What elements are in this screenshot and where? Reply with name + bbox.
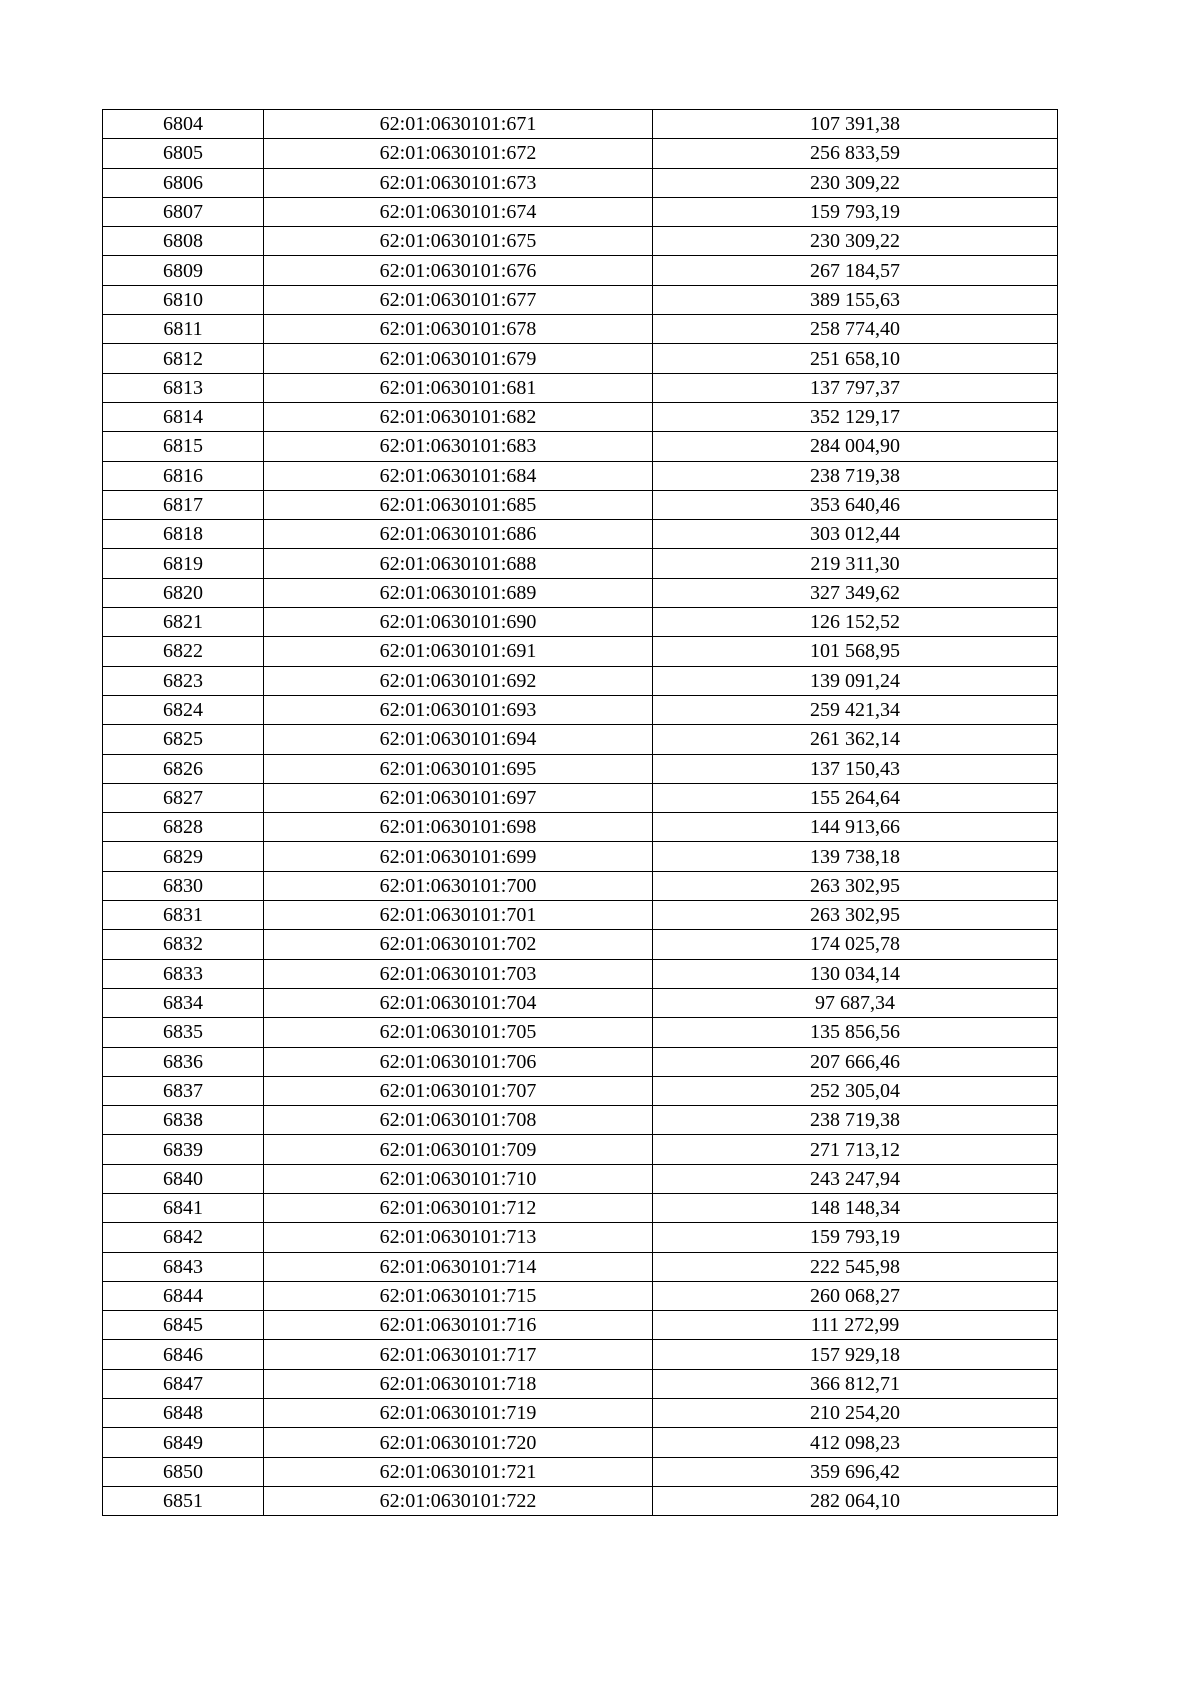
- cadastral-number-cell: 62:01:0630101:694: [264, 725, 653, 754]
- cadastral-number-cell: 62:01:0630101:704: [264, 988, 653, 1017]
- row-number-cell: 6827: [103, 783, 264, 812]
- row-number-cell: 6809: [103, 256, 264, 285]
- row-number-cell: 6834: [103, 988, 264, 1017]
- table-row: [103, 1486, 1058, 1515]
- table-row: [103, 1369, 1058, 1398]
- table-row: [103, 608, 1058, 637]
- table-row: [103, 344, 1058, 373]
- table-row: [103, 520, 1058, 549]
- value-cell: 271 713,12: [653, 1135, 1058, 1164]
- row-number-cell: 6850: [103, 1457, 264, 1486]
- row-number-cell: 6839: [103, 1135, 264, 1164]
- table-row: [103, 725, 1058, 754]
- value-cell: 207 666,46: [653, 1047, 1058, 1076]
- table-row: [103, 139, 1058, 168]
- cadastral-number-cell: 62:01:0630101:714: [264, 1252, 653, 1281]
- value-cell: 174 025,78: [653, 930, 1058, 959]
- table-row: [103, 373, 1058, 402]
- row-number-cell: 6819: [103, 549, 264, 578]
- table-row: [103, 110, 1058, 139]
- row-number-cell: 6846: [103, 1340, 264, 1369]
- row-number-cell: 6807: [103, 197, 264, 226]
- cadastral-number-cell: 62:01:0630101:684: [264, 461, 653, 490]
- table-row: [103, 930, 1058, 959]
- value-cell: 101 568,95: [653, 637, 1058, 666]
- table-row: [103, 988, 1058, 1017]
- value-cell: 282 064,10: [653, 1486, 1058, 1515]
- value-cell: 107 391,38: [653, 110, 1058, 139]
- cadastral-number-cell: 62:01:0630101:721: [264, 1457, 653, 1486]
- value-cell: 251 658,10: [653, 344, 1058, 373]
- cadastral-number-cell: 62:01:0630101:700: [264, 871, 653, 900]
- cadastral-number-cell: 62:01:0630101:689: [264, 578, 653, 607]
- row-number-cell: 6830: [103, 871, 264, 900]
- row-number-cell: 6832: [103, 930, 264, 959]
- row-number-cell: 6826: [103, 754, 264, 783]
- value-cell: 230 309,22: [653, 227, 1058, 256]
- table-row: [103, 490, 1058, 519]
- table-row: [103, 1281, 1058, 1310]
- table-row: [103, 1135, 1058, 1164]
- row-number-cell: 6824: [103, 695, 264, 724]
- value-cell: 97 687,34: [653, 988, 1058, 1017]
- row-number-cell: 6820: [103, 578, 264, 607]
- cadastral-number-cell: 62:01:0630101:719: [264, 1399, 653, 1428]
- value-cell: 126 152,52: [653, 608, 1058, 637]
- table-row: [103, 168, 1058, 197]
- row-number-cell: 6814: [103, 402, 264, 431]
- table-body: [103, 110, 1058, 1516]
- cadastral-number-cell: 62:01:0630101:705: [264, 1018, 653, 1047]
- value-cell: 243 247,94: [653, 1164, 1058, 1193]
- cadastral-number-cell: 62:01:0630101:716: [264, 1311, 653, 1340]
- cadastral-number-cell: 62:01:0630101:677: [264, 285, 653, 314]
- cadastral-number-cell: 62:01:0630101:722: [264, 1486, 653, 1515]
- value-cell: 252 305,04: [653, 1076, 1058, 1105]
- table-row: [103, 402, 1058, 431]
- table-row: [103, 1223, 1058, 1252]
- table-row: [103, 1252, 1058, 1281]
- value-cell: 159 793,19: [653, 197, 1058, 226]
- table-row: [103, 1106, 1058, 1135]
- row-number-cell: 6810: [103, 285, 264, 314]
- table-row: [103, 901, 1058, 930]
- cadastral-number-cell: 62:01:0630101:697: [264, 783, 653, 812]
- row-number-cell: 6825: [103, 725, 264, 754]
- value-cell: 111 272,99: [653, 1311, 1058, 1340]
- cadastral-number-cell: 62:01:0630101:698: [264, 813, 653, 842]
- value-cell: 267 184,57: [653, 256, 1058, 285]
- cadastral-number-cell: 62:01:0630101:695: [264, 754, 653, 783]
- cadastral-number-cell: 62:01:0630101:675: [264, 227, 653, 256]
- cadastral-number-cell: 62:01:0630101:713: [264, 1223, 653, 1252]
- row-number-cell: 6844: [103, 1281, 264, 1310]
- cadastral-number-cell: 62:01:0630101:717: [264, 1340, 653, 1369]
- value-cell: 137 150,43: [653, 754, 1058, 783]
- table-row: [103, 227, 1058, 256]
- cadastral-number-cell: 62:01:0630101:682: [264, 402, 653, 431]
- value-cell: 303 012,44: [653, 520, 1058, 549]
- value-cell: 258 774,40: [653, 315, 1058, 344]
- row-number-cell: 6843: [103, 1252, 264, 1281]
- cadastral-number-cell: 62:01:0630101:701: [264, 901, 653, 930]
- value-cell: 219 311,30: [653, 549, 1058, 578]
- value-cell: 155 264,64: [653, 783, 1058, 812]
- row-number-cell: 6833: [103, 959, 264, 988]
- cadastral-number-cell: 62:01:0630101:688: [264, 549, 653, 578]
- row-number-cell: 6812: [103, 344, 264, 373]
- cadastral-number-cell: 62:01:0630101:690: [264, 608, 653, 637]
- row-number-cell: 6805: [103, 139, 264, 168]
- value-cell: 157 929,18: [653, 1340, 1058, 1369]
- table-row: [103, 1076, 1058, 1105]
- row-number-cell: 6821: [103, 608, 264, 637]
- table-row: [103, 959, 1058, 988]
- row-number-cell: 6804: [103, 110, 264, 139]
- cadastral-number-cell: 62:01:0630101:707: [264, 1076, 653, 1105]
- table-row: [103, 285, 1058, 314]
- table-row: [103, 432, 1058, 461]
- table-row: [103, 871, 1058, 900]
- cadastral-number-cell: 62:01:0630101:679: [264, 344, 653, 373]
- row-number-cell: 6841: [103, 1193, 264, 1222]
- table-row: [103, 578, 1058, 607]
- cadastral-number-cell: 62:01:0630101:720: [264, 1428, 653, 1457]
- row-number-cell: 6840: [103, 1164, 264, 1193]
- row-number-cell: 6822: [103, 637, 264, 666]
- row-number-cell: 6816: [103, 461, 264, 490]
- table-row: [103, 813, 1058, 842]
- row-number-cell: 6831: [103, 901, 264, 930]
- table-row: [103, 842, 1058, 871]
- value-cell: 352 129,17: [653, 402, 1058, 431]
- cadastral-number-cell: 62:01:0630101:712: [264, 1193, 653, 1222]
- cadastral-number-cell: 62:01:0630101:708: [264, 1106, 653, 1135]
- cadastral-number-cell: 62:01:0630101:693: [264, 695, 653, 724]
- row-number-cell: 6815: [103, 432, 264, 461]
- table-row: [103, 695, 1058, 724]
- cadastral-number-cell: 62:01:0630101:671: [264, 110, 653, 139]
- row-number-cell: 6849: [103, 1428, 264, 1457]
- value-cell: 261 362,14: [653, 725, 1058, 754]
- value-cell: 353 640,46: [653, 490, 1058, 519]
- value-cell: 359 696,42: [653, 1457, 1058, 1486]
- table-row: [103, 754, 1058, 783]
- cadastral-number-cell: 62:01:0630101:709: [264, 1135, 653, 1164]
- table-row: [103, 256, 1058, 285]
- cadastral-number-cell: 62:01:0630101:715: [264, 1281, 653, 1310]
- value-cell: 139 738,18: [653, 842, 1058, 871]
- cadastral-number-cell: 62:01:0630101:672: [264, 139, 653, 168]
- table-row: [103, 549, 1058, 578]
- value-cell: 259 421,34: [653, 695, 1058, 724]
- cadastral-number-cell: 62:01:0630101:686: [264, 520, 653, 549]
- value-cell: 327 349,62: [653, 578, 1058, 607]
- value-cell: 263 302,95: [653, 871, 1058, 900]
- cadastral-number-cell: 62:01:0630101:691: [264, 637, 653, 666]
- row-number-cell: 6848: [103, 1399, 264, 1428]
- cadastral-number-cell: 62:01:0630101:706: [264, 1047, 653, 1076]
- cadastral-number-cell: 62:01:0630101:674: [264, 197, 653, 226]
- row-number-cell: 6835: [103, 1018, 264, 1047]
- cadastral-number-cell: 62:01:0630101:692: [264, 666, 653, 695]
- cadastral-number-cell: 62:01:0630101:702: [264, 930, 653, 959]
- table-row: [103, 315, 1058, 344]
- cadastral-number-cell: 62:01:0630101:676: [264, 256, 653, 285]
- table-row: [103, 1399, 1058, 1428]
- row-number-cell: 6845: [103, 1311, 264, 1340]
- value-cell: 130 034,14: [653, 959, 1058, 988]
- cadastral-number-cell: 62:01:0630101:718: [264, 1369, 653, 1398]
- value-cell: 260 068,27: [653, 1281, 1058, 1310]
- value-cell: 135 856,56: [653, 1018, 1058, 1047]
- table-row: [103, 1193, 1058, 1222]
- row-number-cell: 6823: [103, 666, 264, 695]
- value-cell: 222 545,98: [653, 1252, 1058, 1281]
- row-number-cell: 6813: [103, 373, 264, 402]
- value-cell: 284 004,90: [653, 432, 1058, 461]
- table-row: [103, 461, 1058, 490]
- value-cell: 256 833,59: [653, 139, 1058, 168]
- row-number-cell: 6828: [103, 813, 264, 842]
- cadastral-number-cell: 62:01:0630101:678: [264, 315, 653, 344]
- table-row: [103, 1047, 1058, 1076]
- value-cell: 412 098,23: [653, 1428, 1058, 1457]
- row-number-cell: 6851: [103, 1486, 264, 1515]
- row-number-cell: 6842: [103, 1223, 264, 1252]
- table-row: [103, 637, 1058, 666]
- cadastral-number-cell: 62:01:0630101:685: [264, 490, 653, 519]
- data-table: [102, 109, 1058, 1516]
- cadastral-number-cell: 62:01:0630101:710: [264, 1164, 653, 1193]
- value-cell: 238 719,38: [653, 461, 1058, 490]
- value-cell: 210 254,20: [653, 1399, 1058, 1428]
- row-number-cell: 6806: [103, 168, 264, 197]
- row-number-cell: 6811: [103, 315, 264, 344]
- value-cell: 159 793,19: [653, 1223, 1058, 1252]
- row-number-cell: 6818: [103, 520, 264, 549]
- table-row: [103, 783, 1058, 812]
- table-row: [103, 1457, 1058, 1486]
- table-row: [103, 666, 1058, 695]
- cadastral-number-cell: 62:01:0630101:699: [264, 842, 653, 871]
- row-number-cell: 6837: [103, 1076, 264, 1105]
- table-row: [103, 1164, 1058, 1193]
- value-cell: 137 797,37: [653, 373, 1058, 402]
- row-number-cell: 6808: [103, 227, 264, 256]
- row-number-cell: 6836: [103, 1047, 264, 1076]
- row-number-cell: 6829: [103, 842, 264, 871]
- row-number-cell: 6838: [103, 1106, 264, 1135]
- value-cell: 230 309,22: [653, 168, 1058, 197]
- cadastral-number-cell: 62:01:0630101:683: [264, 432, 653, 461]
- value-cell: 263 302,95: [653, 901, 1058, 930]
- table-row: [103, 1428, 1058, 1457]
- value-cell: 389 155,63: [653, 285, 1058, 314]
- row-number-cell: 6817: [103, 490, 264, 519]
- cadastral-number-cell: 62:01:0630101:673: [264, 168, 653, 197]
- table-row: [103, 1018, 1058, 1047]
- table-row: [103, 197, 1058, 226]
- table-row: [103, 1311, 1058, 1340]
- value-cell: 139 091,24: [653, 666, 1058, 695]
- value-cell: 144 913,66: [653, 813, 1058, 842]
- cadastral-number-cell: 62:01:0630101:703: [264, 959, 653, 988]
- value-cell: 148 148,34: [653, 1193, 1058, 1222]
- table-row: [103, 1340, 1058, 1369]
- cadastral-number-cell: 62:01:0630101:681: [264, 373, 653, 402]
- row-number-cell: 6847: [103, 1369, 264, 1398]
- value-cell: 238 719,38: [653, 1106, 1058, 1135]
- value-cell: 366 812,71: [653, 1369, 1058, 1398]
